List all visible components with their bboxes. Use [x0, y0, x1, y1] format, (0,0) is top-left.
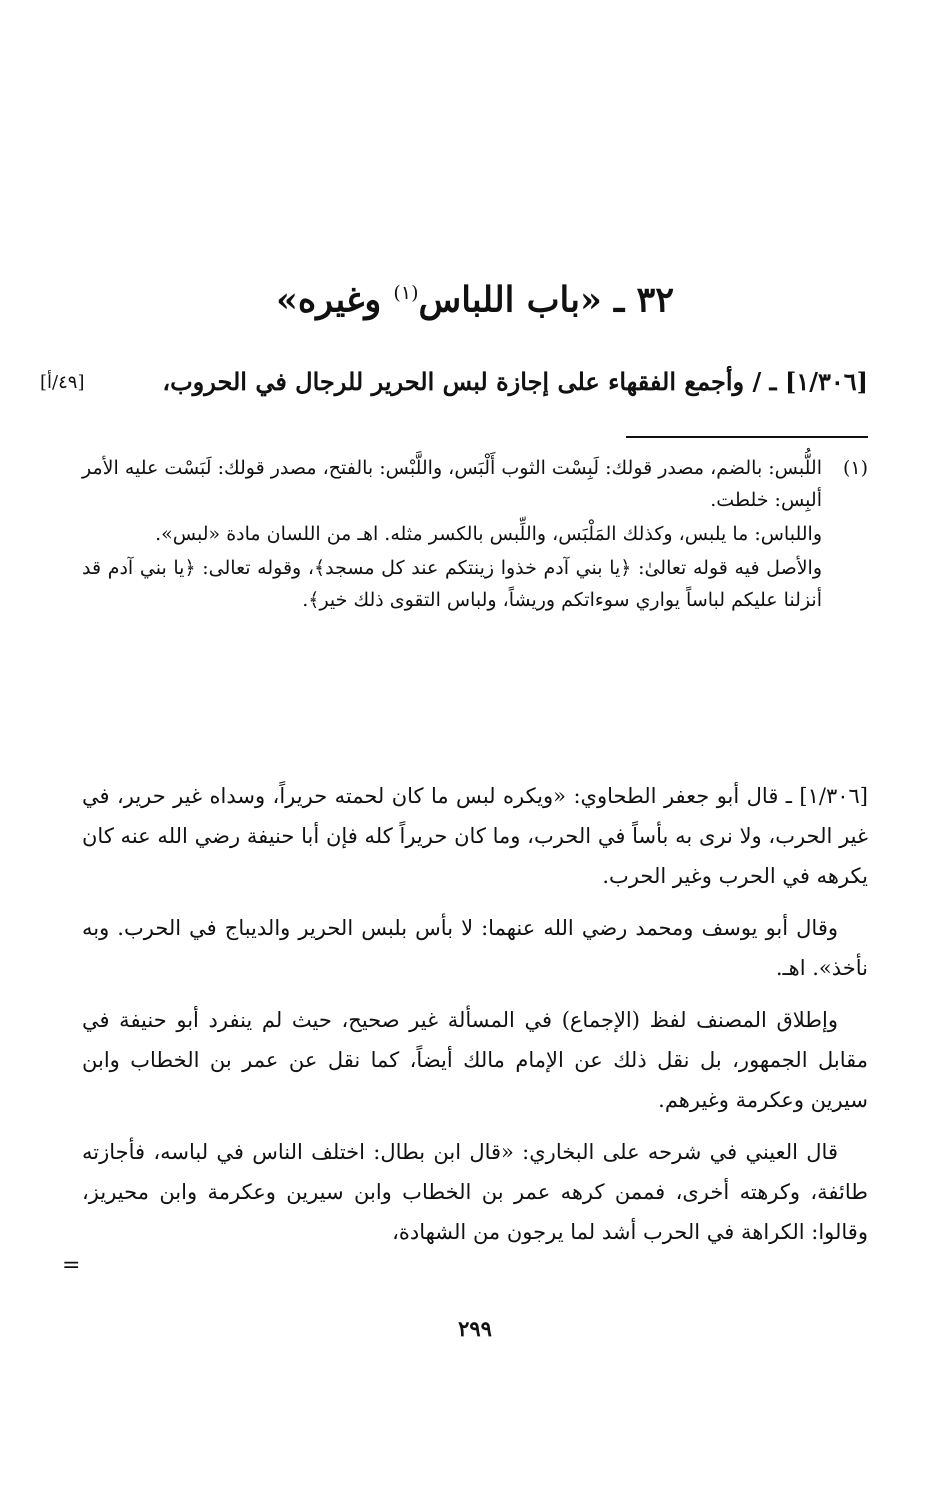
footnote-divider: [626, 436, 868, 438]
folio-marker: [٤٩/أ]: [40, 372, 85, 393]
chapter-title-suffix: وغيره»: [275, 279, 394, 321]
page-number: ٢٩٩: [458, 1316, 492, 1341]
commentary-paragraph: وقال أبو يوسف ومحمد رضي الله عنهما: لا بأس بلبس الحرير والديباج في الحرب. وبه نأخذ». اهـ.: [82, 916, 868, 980]
main-text-line: [١/٣٠٦] ـ / وأجمع الفقهاء على إجازة لبس الحرير للرجال في الحروب،: [162, 367, 868, 396]
continuation-mark: =: [62, 1253, 81, 1278]
footnote-body: [82, 452, 822, 616]
chapter-title: [0, 268, 950, 326]
footnote-paragraph: واللباس: ما يلبس، وكذلك المَلْبَس، واللِّبس بالكسر مثله. اهـ من اللسان مادة «لبس».: [155, 523, 822, 545]
footnote: [82, 452, 868, 618]
chapter-title-text: ٣٢ ـ «باب اللباس: [418, 279, 675, 321]
commentary-paragraph: وإطلاق المصنف لفظ (الإجماع) في المسألة غير صحيح، حيث لم ينفرد أبو حنيفة في مقابل الجمهور، بل نقل ذلك عن الإمام مالك أيضاً، كما نقل عن عمر بن الخطاب وابن سيرين وعكرمة وغيرهم.: [82, 1008, 868, 1112]
commentary-paragraph: [١/٣٠٦] ـ قال أبو جعفر الطحاوي: «ويكره لبس ما كان لحمته حريراً، وسداه غير حرير، في غير الحرب، ولا نرى به بأساً في الحرب، وما كان حريراً كله فإن أبا حنيفة رضي الله عنه كان يكرهه في الحرب وغير الحرب.: [82, 784, 868, 888]
commentary-paragraph: قال العيني في شرحه على البخاري: «قال ابن بطال: اختلف الناس في لباسه، فأجازته طائفة، وكرهته أخرى، فممن كرهه عمر بن الخطاب وابن سيرين وعكرمة وابن محيريز، وقالوا: الكراهة في الحرب أشد لما يرجون من الشهادة،: [82, 1140, 868, 1244]
footnote-paragraph: اللُّبس: بالضم، مصدر قولك: لَبِسْت الثوب أَلْبَس، واللَّبْس: بالفتح، مصدر قولك: لَبَسْت عليه الأمر ألبِس: خلطت.: [82, 457, 822, 511]
footnote-reference[interactable]: (١): [393, 282, 419, 304]
footnote-paragraph: والأصل فيه قوله تعالىٰ: ﴿يا بني آدم خذوا زينتكم عند كل مسجد﴾، وقوله تعالى: ﴿يا بني آدم قد أنزلنا عليكم لباساً يواري سوءاتكم وريشاً، ولباس التقوى ذلك خير﴾.: [82, 557, 822, 611]
footnote-marker: (١): [842, 457, 868, 479]
commentary-block: [82, 776, 868, 1252]
